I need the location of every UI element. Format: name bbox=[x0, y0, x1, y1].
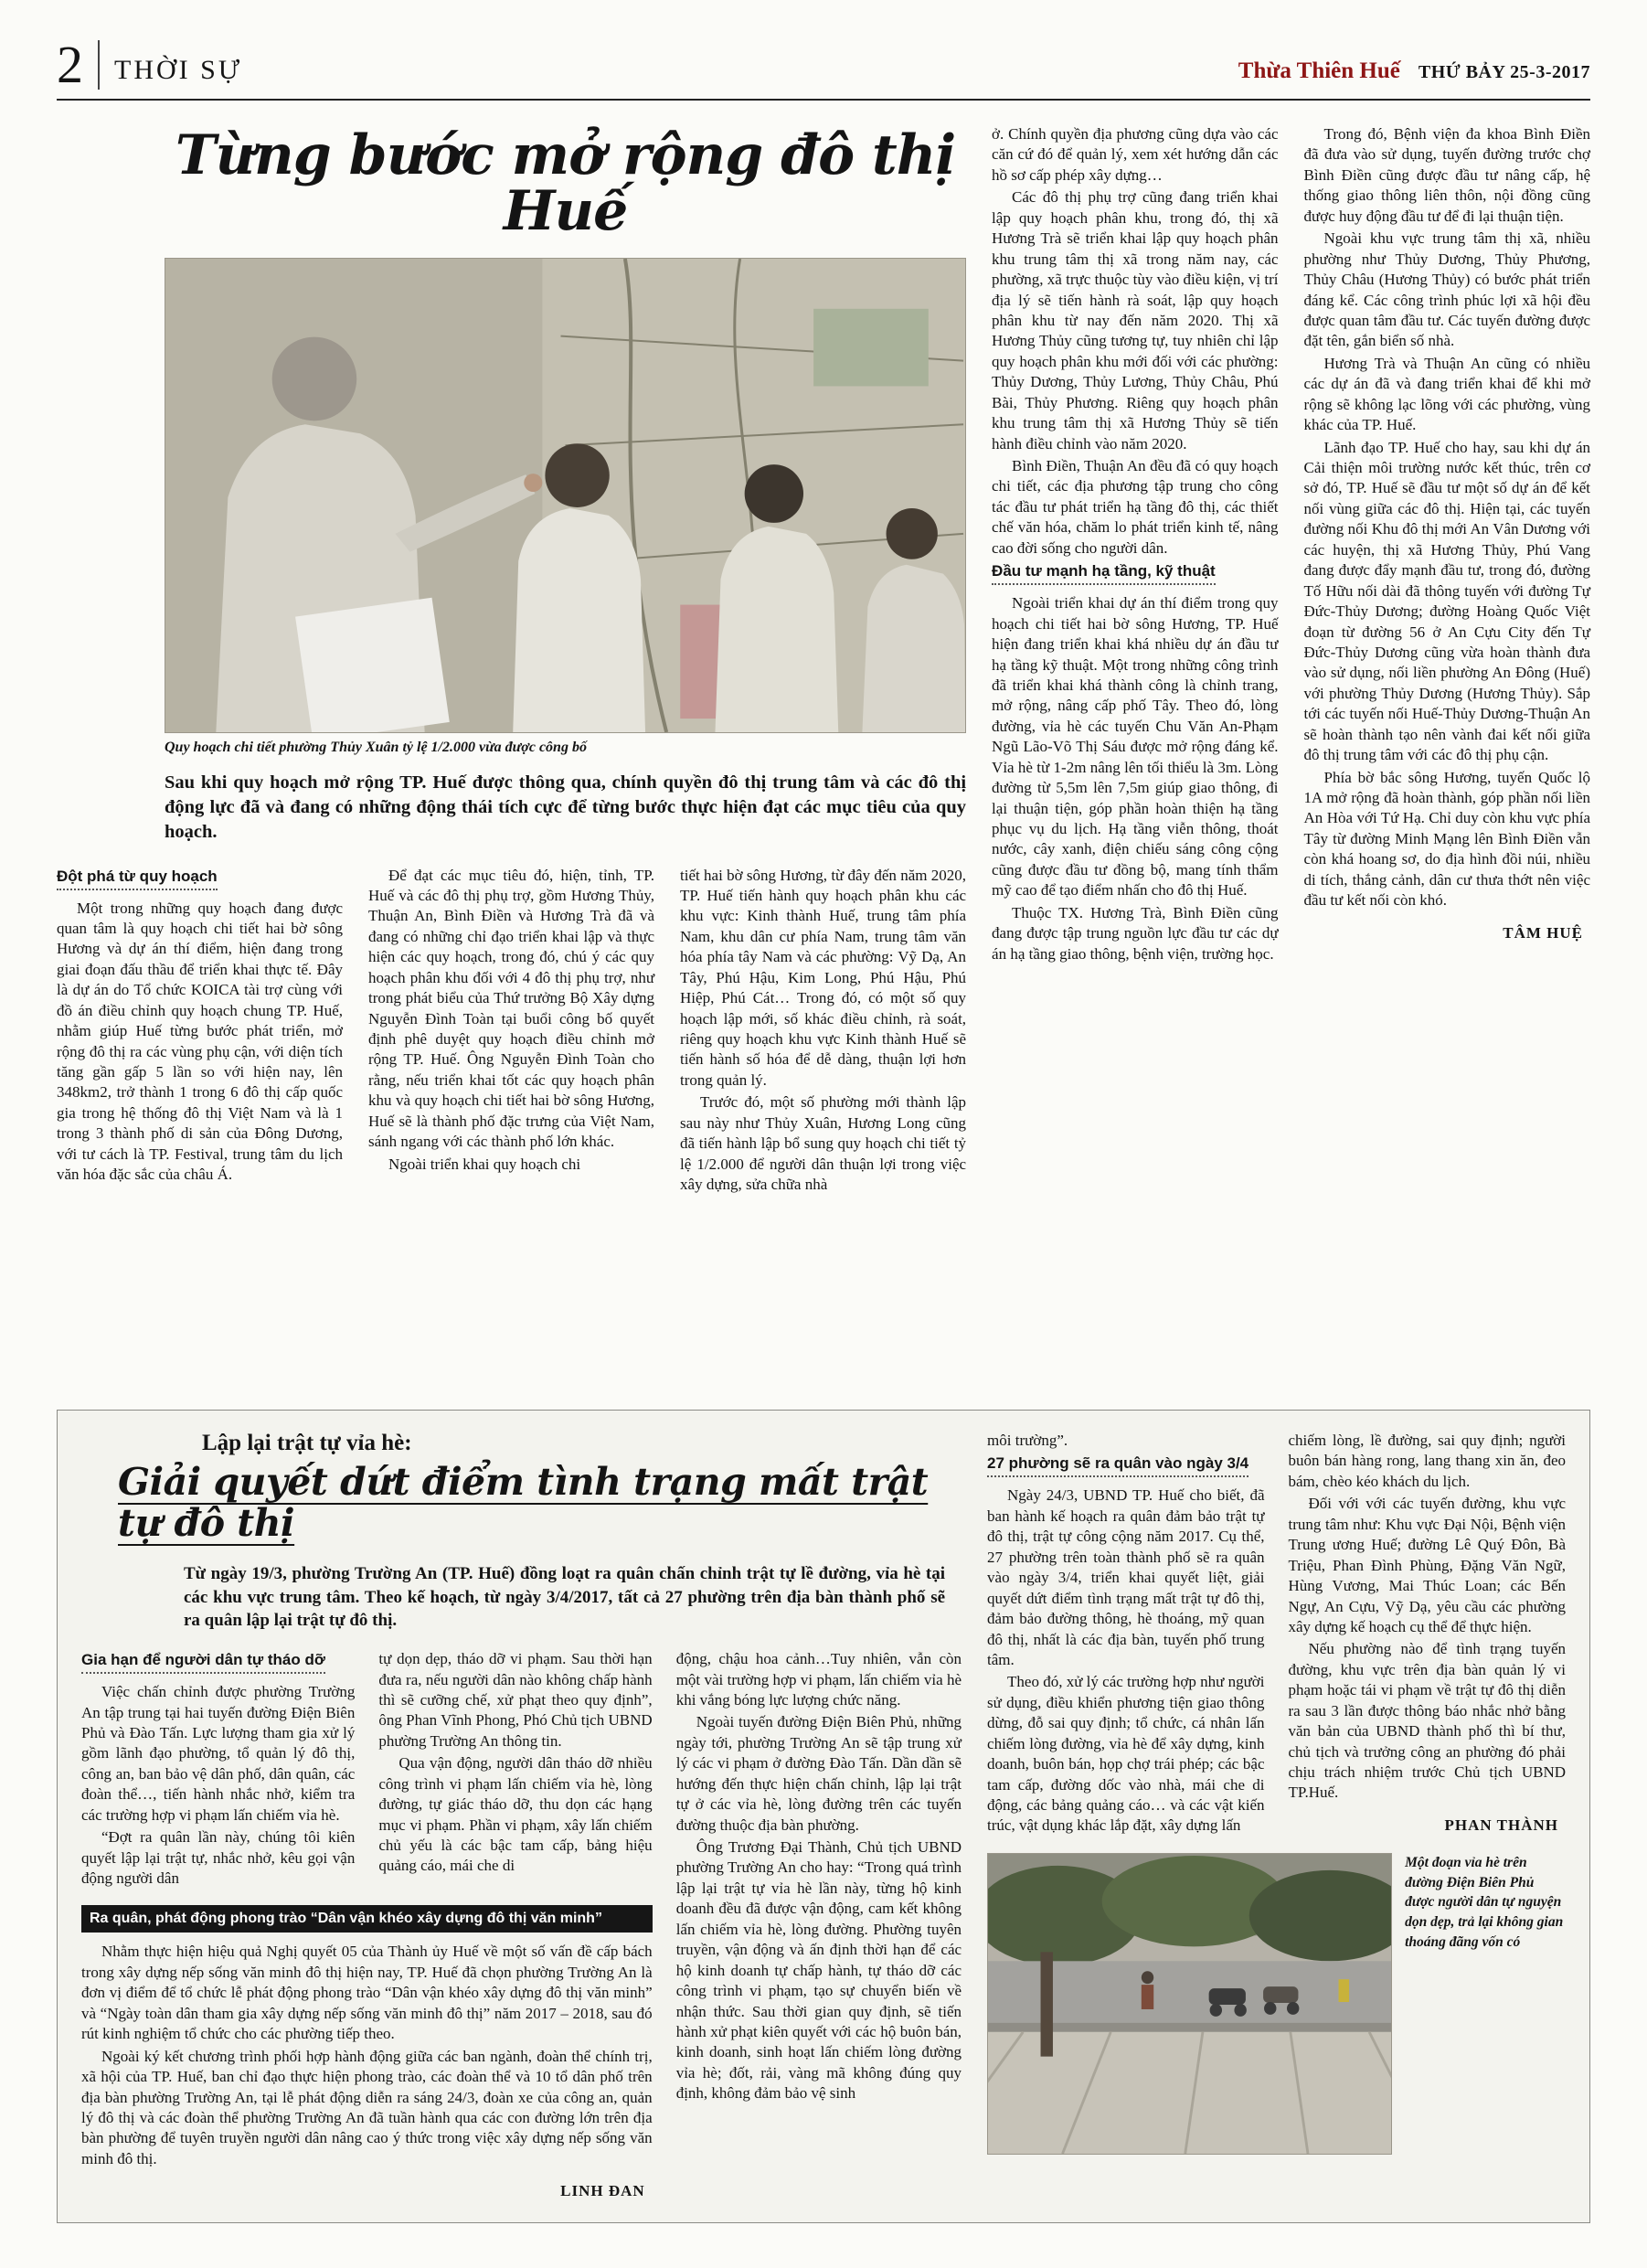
body-paragraph: Ngoài tuyến đường Điện Biên Phủ, những ngày tới, phường Trường An sẽ tập trung xử lý các vi phạm ở đường Đào Tấn. Dần dần sẽ hướng đến thực hiện chấn chỉnh, lập lại trật tự ở các vỉa hè, lòng đường trên các tuyến đường thuộc địa bàn phường. bbox=[675, 1713, 962, 1834]
raquan-section bbox=[81, 1905, 653, 2200]
body-paragraph: tự dọn dẹp, tháo dỡ vi phạm. Sau thời hạn đưa ra, nếu người dân nào không chấp hành thì sẽ cưỡng chế, xử phạt theo quy định”, ông Phan Vĩnh Phong, Phó Chủ tịch UBND phường Trường An thông tin. bbox=[378, 1650, 653, 1750]
body-paragraph: Hương Trà và Thuận An cũng có nhiều các dự án đã và đang triển khai để khi mở rộng sẽ không lạc lõng với các phường, vùng khác của TP. Huế. bbox=[1303, 354, 1591, 434]
section-heading: 27 phường sẽ ra quân vào ngày 3/4 bbox=[987, 1454, 1249, 1477]
section-heading: Đầu tư mạnh hạ tầng, kỹ thuật bbox=[992, 562, 1216, 585]
column-4 bbox=[992, 124, 1278, 1386]
body-paragraph: Một trong những quy hoạch đang được quan tâm là quy hoạch chi tiết hai bờ sông Hương và dự án thí điểm, hiện đang trong giai đoạn đấu thầu để triển khai thực tế. Đây là dự án do Tổ chức KOICA tài trợ cùng với đồ án điều chỉnh quy hoạch chung TP. Huế, nhằm giúp Huế từng bước phát triển, mở rộng đô thị ra các vùng phụ cận, với diện tích tăng gần gấp 5 lần so với hiện nay, lên 348km2, trở thành 1 trong 6 đô thị cấp quốc gia trong hệ thống đô thị Việt Nam và là 1 trong 3 thành phố di sản của Đông Dương, với tư cách là TP. Festival, trung tâm du lịch văn hóa đặc sắc của châu Á. bbox=[57, 899, 344, 1184]
section-heading-reversed: Ra quân, phát động phong trào “Dân vận khéo xây dựng đô thị văn minh” bbox=[81, 1905, 653, 1933]
body-paragraph: Để đạt các mục tiêu đó, hiện, tỉnh, TP. Huế và các đô thị phụ trợ, gồm Hương Thủy, Thuận An, Bình Điền và Hương Trà đã và đang có những chỉ đạo triển khai lập và thực hiện các quy hoạch, trong đó, chú ý các quy hoạch phân khu đối với 4 đô thị phụ trợ, như trong phát biểu của Thứ trưởng Bộ Xây dựng Nguyễn Đình Toàn tại buổi công bố quyết định phê duyệt quy hoạch điều chỉnh mở rộng TP. Huế. Ông Nguyễn Đình Toàn cho rằng, nếu triển khai tốt các quy hoạch phân khu và quy hoạch chi tiết hai bờ sông Hương, Huế sẽ là thành phố đặc trưng của Việt Nam, sánh ngang với các thành phố lớn khác. bbox=[368, 866, 655, 1151]
column-5 bbox=[1289, 1431, 1566, 1838]
body-paragraph: Theo đó, xử lý các trường hợp như người sử dụng, điều khiển phương tiện giao thông dừng, đỗ sai quy định; tổ chức, cá nhân lấn chiếm lòng đường, vỉa hè để xây dựng, kinh doanh, buôn bán, họp chợ trái phép; các bậc tam cấp, đường dốc vào nhà, mái che di động, các bảng quảng cáo… và các vật kiến trúc, vật dụng khác lắp đặt, xây dựng lấn bbox=[987, 1673, 1265, 1835]
article-secondary-left bbox=[81, 1431, 962, 2200]
article-main-left-block bbox=[57, 124, 966, 1386]
main-headline: Từng bước mở rộng đô thị Huế bbox=[175, 123, 956, 244]
body-paragraph: Bình Điền, Thuận An đều đã có quy hoạch chi tiết, các địa phương tập trung cho công tác đầu tư phát triển hạ tầng đô thị, các thiết chế văn hóa, chăm lo phát triển kinh tế, nâng cao đời sống cho người dân. bbox=[992, 457, 1279, 557]
column-2 bbox=[368, 866, 654, 1198]
column-1 bbox=[57, 866, 343, 1198]
body-paragraph: môi trường”. bbox=[987, 1432, 1068, 1449]
body-paragraph: Ngoài ký kết chương trình phối hợp hành động giữa các ban ngành, đoàn thể chính trị, xã hội của TP. Huế, ban chỉ đạo thực hiện phong trào, các đoàn thể và 10 tổ dân phố trên địa bàn phường Trường An, tại lễ phát động diễn ra sáng 24/3, đoàn xe của công an, quản lý đô thị và các đoàn thể phường Trường An đã tuần hành qua các con đường lớn trên địa bàn phường để tuyên truyền người dân nâng cao ý thức trong việc xây dựng nếp sống văn minh đô thị. bbox=[81, 2047, 653, 2167]
body-paragraph: Ngoài triển khai quy hoạch chi bbox=[388, 1155, 581, 1173]
column-5 bbox=[1304, 124, 1590, 1386]
body-paragraph: Nếu phường nào để tình trạng tuyến đường, khu vực trên địa bàn quản lý vi phạm hoặc tái vi phạm về trật tự đô thị diễn ra sau 3 lần được thông báo nhắc nhở bằng văn bản của UBND thành phố thì bí thư, chủ tịch và trưởng công an phường đó phải chịu trách nhiệm trước Chủ tịch UBND TP.Huế. bbox=[1288, 1640, 1566, 1802]
column-2 bbox=[378, 1649, 652, 1890]
body-paragraph: Ngoài triển khai dự án thí điểm trong quy hoạch chi tiết hai bờ sông Hương, TP. Huế hiện đang triển khai khá nhiều dự án đầu tư hạ tầng kỹ thuật. Một trong những công trình đã triển khai khá thành công là chỉnh trang, mở rộng, nâng cấp phố Tây. Theo đó, lòng đường, vỉa hè các tuyến Chu Văn An-Phạm Ngũ Lão-Võ Thị Sáu được mở rộng đáng kể. Vỉa hè từ 1-2m nâng lên tối thiểu là 3m. Lòng đường từ 5,5m lên 7,5m giúp giao thông, đi lại thuận tiện, góp phần hoàn thiện hạ tầng phục vụ du lịch. Hạ tầng viễn thông, thoát nước, cây xanh, điện chiếu sáng công cộng cũng được đầu tư đồng bộ, mang tính thẩm mỹ cao để tạo điểm nhấn cho đô thị Huế. bbox=[992, 594, 1279, 900]
worker-yellow-vest bbox=[1339, 1979, 1350, 2002]
map-zone-green bbox=[813, 309, 929, 387]
header-right bbox=[1238, 59, 1590, 90]
body-paragraph: Các đô thị phụ trợ cũng đang triển khai lập quy hoạch phân khu, trong đó, thị xã Hương Trà sẽ triển khai lập quy hoạch phân khu trung tâm thị xã trong năm nay, các phường, xã trực thuộc tùy vào điều kiện, vị trí địa lý sẽ tiến hành rà soát, lập quy hoạch phân khu từ nay đến năm 2020. Thị xã Hương Thủy cũng tương tự, tuy nhiên chỉ lập quy hoạch phân khu mới đối với các phường: Thủy Dương, Thủy Lương, Thủy Châu, Phú Bài, Thủy Phương. Riêng quy hoạch phân khu trung tâm thị xã Hương Thủy sẽ tiến hành điều chỉnh vào năm 2020. bbox=[992, 188, 1279, 453]
page-header bbox=[57, 34, 1590, 101]
body-paragraph: Ngày 24/3, UBND TP. Huế cho biết, đã ban hành kế hoạch ra quân đảm bảo trật tự đô thị, trật tự công cộng năm 2017. Cụ thể, 27 phường trên toàn thành phố sẽ ra quân vào ngày 3/4, triển khai quyết liệt, giải quyết dứt điểm tình trạng mất trật tự đô thị, đảm bảo đường thông, hè thoáng, mỹ quan đô thị, nhất là các địa bàn, tuyến phố trung tâm. bbox=[987, 1486, 1265, 1668]
section-heading: Gia hạn để người dân tự tháo dỡ bbox=[81, 1651, 325, 1674]
byline: PHAN THÀNH bbox=[1444, 1815, 1558, 1834]
pointing-hand bbox=[524, 474, 542, 492]
body-paragraph: Thuộc TX. Hương Trà, Bình Điền cũng đang được tập trung nguồn lực đầu tư các dự án hạ tầng giao thông, bệnh viện, trường học. bbox=[992, 903, 1279, 963]
article-main-columns bbox=[57, 866, 966, 1198]
kicker: Lập lại trật tự vỉa hè: bbox=[202, 1431, 412, 1455]
body-paragraph: Qua vận động, người dân tháo dỡ nhiều công trình vi phạm lấn chiếm vỉa hè, lòng đường, tự giác tháo dỡ, thu dọn các hạng mục vi phạm. Phần vi phạm, xây lấn chiếm chủ yếu là các bậc tam cấp, bảng hiệu quảng cáo, mái che di bbox=[378, 1754, 653, 1875]
body-paragraph: Việc chấn chỉnh được phường Trường An tập trung tại hai tuyến đường Điện Biên Phủ và Đào Tấn. Lực lượng tham gia xử lý gồm lãnh đạo phường, tổ quản lý đô thị, công an, ban bảo vệ dân phố, dân quân, các đoàn thể…, tiến hành nhắc nhở, kiểm tra các trường hợp vi phạm lấn chiếm vỉa hè. bbox=[81, 1683, 356, 1824]
body-paragraph: Lãnh đạo TP. Huế cho hay, sau khi dự án Cải thiện môi trường nước kết thúc, trên cơ sở đó, TP. Huế sẽ đầu tư một số dự án để kết nối vùng giữa các đô thị. Hiện tại, các tuyến đường nối Khu đô thị mới An Vân Dương với các huyện, thị xã Hương Thủy, Phú Vang đang được đẩy mạnh đầu tư, trong đó, đường Tố Hữu nối dài đã thông tuyến với đường Tự Đức-Thủy Dương; đường Hoàng Quốc Việt đoạn từ đường 56 ở An Cựu City đến Tự Đức-Thủy Dương cũng vừa hoàn thành đưa vào sử dụng, nối liền phường An Đông (Huế) với phường Thủy Dương (Hương Thủy). Sắp tới các tuyến nối Huế-Thủy Dương-Thuận An sẽ hoàn thành tạo nên vành đai kết nối giữa đô thị trung tâm với các đô thị phụ cận. bbox=[1303, 438, 1591, 764]
body-paragraph: Nhằm thực hiện hiệu quả Nghị quyết 05 của Thành ủy Huế về một số vấn đề cấp bách trong xây dựng nếp sống văn minh đô thị hiện nay, TP. Huế đã chọn phường Trường An là đơn vị điểm để tổ chức lễ phát động phong trào “Dân vận khéo xây dựng đô thị văn minh” và “Ngày toàn dân tham gia xây dựng nếp sống văn minh đô thị” năm 2017 – 2018, sau đó rút kinh nghiệm tổ chức cho các phường tiếp theo. bbox=[81, 1943, 653, 2043]
column-4 bbox=[987, 1431, 1264, 1838]
article-secondary-head bbox=[81, 1431, 962, 1633]
body-paragraph: Phía bờ bắc sông Hương, tuyến Quốc lộ 1A mở rộng đã hoàn thành, góp phần nối liền An Hòa với Tứ Hạ. Chỉ duy còn khu vực phía Tây từ đường Minh Mạng lên Bình Điền vẫn còn khá hoang sơ, do địa hình đồi núi, nhiều di tích, thắng cảnh, dân cư thưa thớt nên việc đầu tư kết nối còn khó. bbox=[1303, 768, 1591, 910]
body-paragraph: Ngoài khu vực trung tâm thị xã, nhiều phường như Thủy Dương, Thủy Phương, Thủy Châu (Hương Thủy) có bước phát triển đáng kể. Các công trình phúc lợi xã hội đều được quan tâm đầu tư. Các tuyến đường được đặt tên, gắn biển số nhà. bbox=[1303, 229, 1591, 350]
byline: TÂM HUỆ bbox=[1503, 923, 1584, 942]
article-lead: Sau khi quy hoạch mở rộng TP. Huế được thông qua, chính quyền đô thị trung tâm và các đô thị động lực đã và đang có những động thái tích cực để từng bước thực hiện đạt các mục tiêu của quy hoạch. bbox=[165, 772, 967, 843]
tree-trunk bbox=[1041, 1952, 1053, 2056]
column-1 bbox=[81, 1649, 355, 1890]
section-title: THỜI SỰ bbox=[114, 55, 243, 85]
body-paragraph: động, chậu hoa cảnh…Tuy nhiên, vẫn còn một vài trường hợp vi phạm, lấn chiếm vỉa hè khi vắng bóng lực lượng chức năng. bbox=[675, 1650, 962, 1709]
article-secondary-right bbox=[987, 1431, 1566, 2200]
body-paragraph: “Đợt ra quân lần này, chúng tôi kiên quyết lập lại trật tự, nhắc nhở, kêu gọi vận động người dân bbox=[81, 1828, 356, 1888]
masthead-name: Thừa Thiên Huế bbox=[1238, 59, 1400, 83]
secondary-photo-caption: Một đoạn vỉa hè trên đường Điện Biên Phủ được người dân tự nguyện dọn dẹp, trả lại không gian thoáng đãng vốn có bbox=[1405, 1854, 1564, 1950]
column-3 bbox=[676, 1649, 962, 2200]
column-3 bbox=[680, 866, 966, 1198]
secondary-photo-sidewalk-street bbox=[987, 1853, 1392, 2155]
page-number: 2 bbox=[57, 34, 83, 94]
secondary-lead: Từ ngày 19/3, phường Trường An (TP. Huế) đồng loạt ra quân chấn chỉnh trật tự lề đường, vỉa hè tại các khu vực trung tâm. Theo kế hoạch, từ ngày 3/4/2017, tất cả 27 phường trên địa bàn thành phố sẽ ra quân lập lại trật tự đô thị. bbox=[184, 1564, 946, 1631]
main-photo-caption: Quy hoạch chi tiết phường Thủy Xuân tỷ lệ 1/2.000 vừa được công bố bbox=[165, 740, 587, 756]
pedestrian bbox=[1142, 1971, 1153, 2009]
section-heading: Đột phá từ quy hoạch bbox=[57, 868, 218, 890]
article-main bbox=[57, 124, 1590, 1386]
body-paragraph: tiết hai bờ sông Hương, từ đây đến năm 2020, TP. Huế tiến hành quy hoạch phân khu các khu vực: Kinh thành Huế, trung tâm phía Nam, khu dân cư phía Nam, trung tâm văn hóa phía tây Nam và các phường: Vỹ Dạ, An Tây, Phú Hậu, Kim Long, Phú Hậu, Phú Hiệp, Phú Cát… Trong đó, có một số quy hoạch lập mới, số khác điều chỉnh, rà soát, riêng quy hoạch khu vực Kinh thành Huế sẽ tiến hành số hóa để dễ dàng, thuận lợi hơn trong quản lý. bbox=[680, 866, 967, 1089]
body-paragraph: chiếm lòng, lề đường, sai quy định; người buôn bán hàng rong, lang thang xin ăn, đeo bám, chèo kéo khách du lịch. bbox=[1288, 1432, 1566, 1490]
byline: LINH ĐAN bbox=[560, 2182, 645, 2200]
header-divider bbox=[98, 40, 100, 90]
body-paragraph: Trước đó, một số phường mới thành lập sau này như Thủy Xuân, Hương Long cũng đã tiến hành lập bổ sung quy hoạch chi tiết tỷ lệ 1/2.000 để người dân thuận lợi trong việc xây dựng, sửa chữa nhà bbox=[680, 1093, 967, 1194]
article-main-top bbox=[165, 123, 967, 846]
body-paragraph: ở. Chính quyền địa phương cũng dựa vào các căn cứ đó để quản lý, xem xét hướng dẫn các hồ sơ cấp phép xây dựng… bbox=[992, 125, 1279, 184]
issue-date: THỨ BẢY 25-3-2017 bbox=[1418, 62, 1590, 82]
body-paragraph: Đối với với các tuyến đường, khu vực trung tâm như: Khu vực Đại Nội, Bệnh viện Trung ương Huế; đường Lê Quý Đôn, Bà Triệu, Phan Đình Phùng, Đặng Văn Ngữ, Hùng Vương, Mai Thúc Loan; các Bến Ngự, An Cựu, Vỹ Dạ, yêu cầu các phường xây dựng kế hoạch cụ thể để thực hiện. bbox=[1288, 1495, 1566, 1635]
main-photo-officials-map bbox=[165, 258, 966, 733]
body-paragraph: Ông Trương Đại Thành, Chủ tịch UBND phường Trường An cho hay: “Trong quá trình lập lại trật tự vỉa hè lần này, từng hộ kinh doanh đều đã được vận động, cam kết không lấn chiếm vỉa hè, lòng đường. Phường tuyên truyền, vận động và ấn định thời hạn để các hộ kinh doanh tự chấp hành, tự tháo dỡ các công trình vi phạm, tạo sự chuyển biến về nhận thức. Sau thời gian quy định, sẽ tiến hành xử phạt kiên quyết với các hộ buôn bán, kinh doanh, sinh hoạt lấn chiếm lòng đường vỉa hè; đốt, rải, vàng mã không đúng quy định, không đảm bảo vệ sinh bbox=[675, 1838, 962, 2103]
secondary-photo-figure bbox=[987, 1853, 1566, 2155]
body-paragraph: Trong đó, Bệnh viện đa khoa Bình Điền đã đưa vào sử dụng, tuyến đường trước chợ Bình Điền cũng được đầu tư nâng cấp, hệ thống giao thông liên thôn, nội đồng cũng được huy động đầu tư để đi lại thuận tiện. bbox=[1303, 125, 1591, 225]
secondary-headline: Giải quyết dứt điểm tình trạng mất trật tự đô thị bbox=[118, 1460, 929, 1546]
article-secondary bbox=[57, 1410, 1590, 2223]
paper-document bbox=[295, 598, 450, 733]
header-left bbox=[57, 34, 243, 94]
